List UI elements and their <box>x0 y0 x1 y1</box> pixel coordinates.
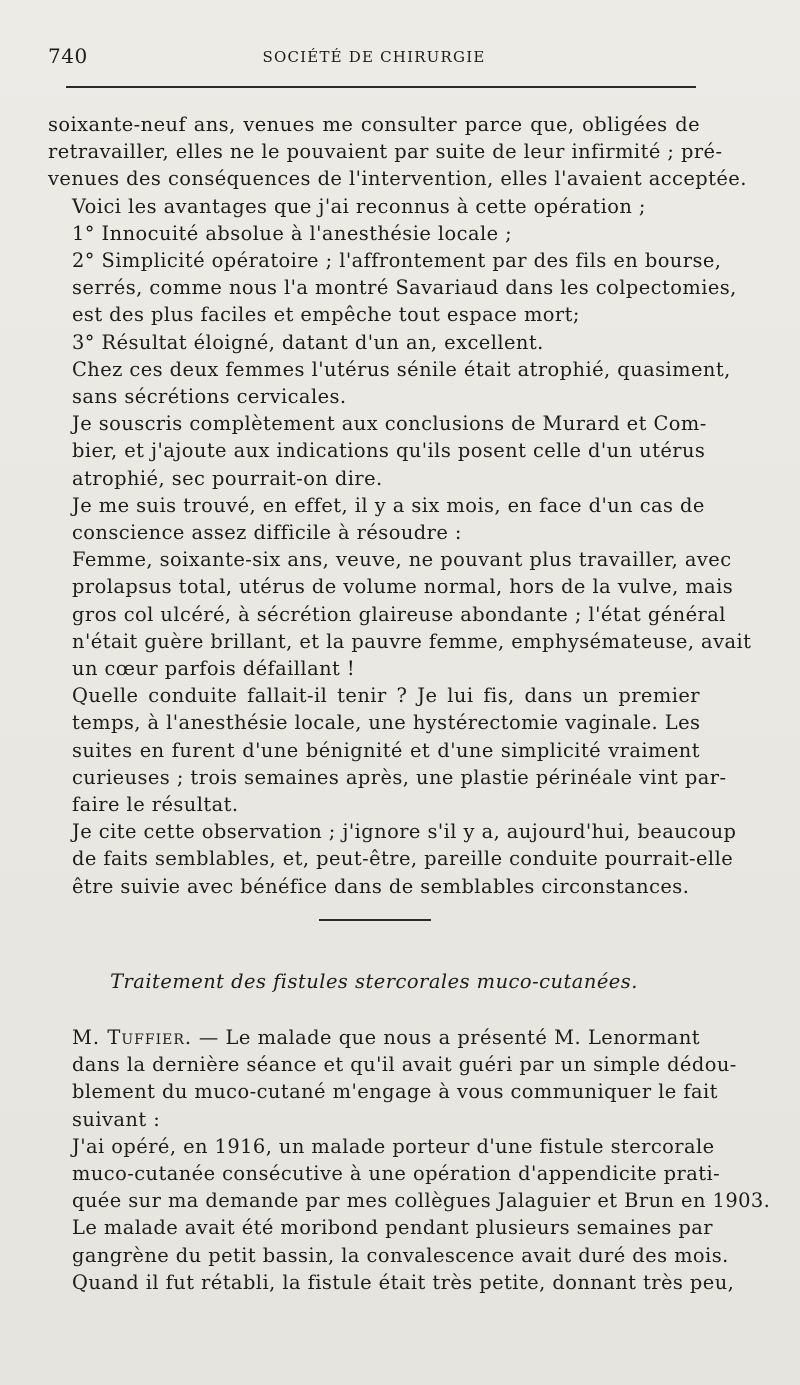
body-text-lower <box>48 1024 771 1296</box>
paragraph-continuation <box>48 111 747 193</box>
paragraph-case-description <box>48 546 752 682</box>
paragraph-tuffier-case <box>48 1133 771 1296</box>
text-line: est des plus faciles et empêche tout espace mort; <box>72 303 580 327</box>
paragraph-tuffier-intro <box>48 1024 737 1133</box>
section-title: Traitement des fistules stercorales muco-cutanées. <box>110 970 638 993</box>
text-line: n'était guère brillant, et la pauvre femme, emphysémateuse, avait <box>72 629 752 653</box>
text-line: 2° Simplicité opératoire ; l'affrontement par des fils en bourse, <box>72 249 722 273</box>
text-line: atrophié, sec pourrait-on dire. <box>72 466 383 490</box>
text-line: Le malade avait été moribond pendant plusieurs semaines par <box>72 1216 713 1240</box>
header-rule <box>66 86 696 88</box>
text-line: Quand il fut rétabli, la fistule était très petite, donnant très peu, <box>72 1270 735 1294</box>
paragraph-conclusions <box>48 410 707 492</box>
text-line: Femme, soixante-six ans, veuve, ne pouvant plus travailler, avec <box>72 548 732 572</box>
section-separator-rule <box>319 919 431 921</box>
paragraph-point-1 <box>48 220 700 247</box>
running-head: SOCIÉTÉ DE CHIRURGIE <box>262 48 486 66</box>
text-line: être suivie avec bénéfice dans de semblables circonstances. <box>72 874 690 898</box>
text-line: 3° Résultat éloigné, datant d'un an, excellent. <box>72 330 544 354</box>
text-line: sans sécrétions cervicales. <box>72 385 347 409</box>
text-line-rest: — Le malade que nous a présenté M. Lenormant <box>192 1026 701 1049</box>
text-line: suivant : <box>72 1107 161 1131</box>
text-line: prolapsus total, utérus de volume normal, hors de la vulve, mais <box>72 575 734 599</box>
paragraph-advantages <box>48 193 700 220</box>
page-header <box>48 44 700 74</box>
text-line: dans la dernière séance et qu'il avait guéri par un simple dédou- <box>72 1053 737 1077</box>
paragraph-atrophy <box>48 356 731 410</box>
text-line: Je souscris complètement aux conclusions de Murard et Com- <box>72 412 707 436</box>
paragraph-case-outcome <box>48 682 727 818</box>
text-line: serrés, comme nous l'a montré Savariaud dans les colpectomies, <box>72 276 737 300</box>
text-line: Je cite cette observation ; j'ignore s'il y a, aujourd'hui, beaucoup <box>72 820 737 844</box>
text-line: Je me suis trouvé, en effet, il y a six mois, en face d'un cas de <box>72 493 705 517</box>
text-line <box>48 1024 700 1051</box>
text-line: muco-cutanée consécutive à une opération d'appendicite prati- <box>72 1162 721 1186</box>
text-line: quée sur ma demande par mes collègues Jalaguier et Brun en 1903. <box>72 1189 771 1213</box>
paragraph-case-intro <box>48 492 705 546</box>
text-line: un cœur parfois défaillant ! <box>72 657 356 681</box>
paragraph-closing <box>48 818 737 900</box>
page-number: 740 <box>48 44 88 68</box>
text-line: 1° Innocuité absolue à l'anesthésie locale ; <box>72 221 513 245</box>
text-line: venues des conséquences de l'intervention, elles l'avaient acceptée. <box>48 167 747 191</box>
text-line: gangrène du petit bassin, la convalescence avait duré des mois. <box>72 1243 729 1267</box>
text-line: suites en furent d'une bénignité et d'une simplicité vraiment <box>72 738 700 762</box>
text-line: Voici les avantages que j'ai reconnus à cette opération ; <box>72 194 646 218</box>
text-line: curieuses ; trois semaines après, une plastie périnéale vint par- <box>72 765 727 789</box>
text-line: temps, à l'anesthésie locale, une hystérectomie vaginale. Les <box>72 711 701 735</box>
text-line: conscience assez difficile à résoudre : <box>72 521 462 545</box>
text-line: soixante-neuf ans, venues me consulter parce que, obligées de <box>48 113 700 136</box>
speaker-name: M. Tuffier. <box>72 1026 193 1049</box>
text-line: Quelle conduite fallait-il tenir ? Je lui fis, dans un premier <box>72 684 700 708</box>
text-line: bier, et j'ajoute aux indications qu'ils posent celle d'un utérus <box>72 439 706 463</box>
text-line: blement du muco-cutané m'engage à vous communiquer le fait <box>72 1080 718 1104</box>
text-line: Chez ces deux femmes l'utérus sénile était atrophié, quasiment, <box>72 357 731 381</box>
text-line: de faits semblables, et, peut-être, pareille conduite pourrait-elle <box>72 847 734 871</box>
text-line: retravailler, elles ne le pouvaient par suite de leur infirmité ; pré- <box>48 140 723 164</box>
text-line: J'ai opéré, en 1916, un malade porteur d'une fistule stercorale <box>72 1134 715 1158</box>
paragraph-point-2 <box>48 247 737 329</box>
body-text-upper <box>48 111 752 900</box>
text-line: faire le résultat. <box>72 793 239 817</box>
text-line: gros col ulcéré, à sécrétion glaireuse abondante ; l'état général <box>72 602 726 626</box>
paragraph-point-3 <box>48 329 700 356</box>
